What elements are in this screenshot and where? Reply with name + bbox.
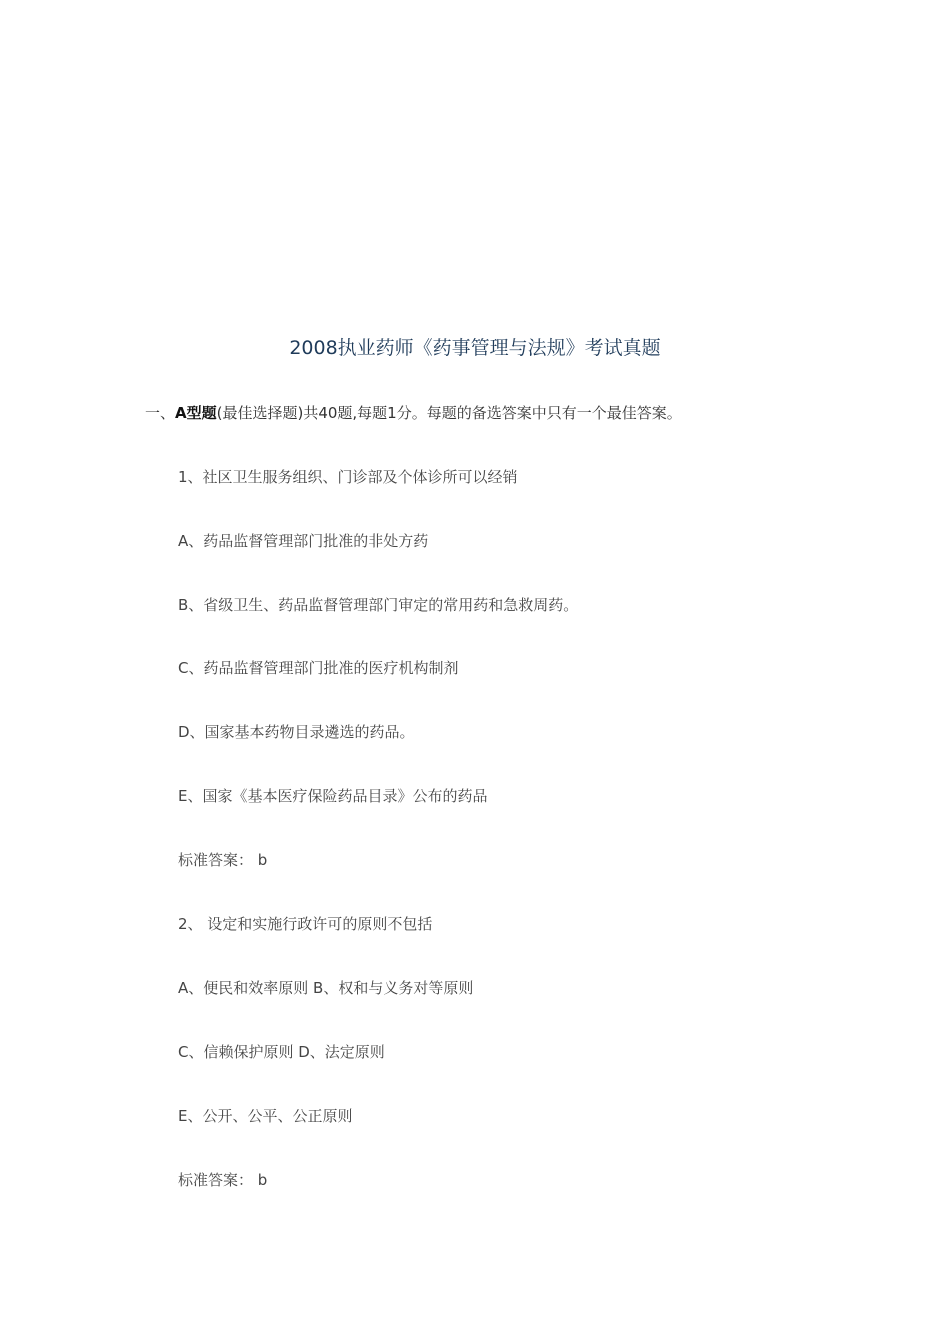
question-2-options-cd: C、信赖保护原则 D、法定原则 xyxy=(178,1043,385,1061)
question-2-answer: 标准答案： b xyxy=(178,1171,268,1189)
document-title: 2008执业药师《药事管理与法规》考试真题 xyxy=(289,337,661,359)
question-1-option-c: C、药品监督管理部门批准的医疗机构制剂 xyxy=(178,659,459,677)
question-2-option-e: E、公开、公平、公正原则 xyxy=(178,1107,353,1125)
section-label: A型题 xyxy=(175,404,217,422)
question-2-options-ab: A、便民和效率原则 B、权和与义务对等原则 xyxy=(178,979,474,997)
section-prefix: 一、 xyxy=(145,404,176,422)
question-1-option-b: B、省级卫生、药品监督管理部门审定的常用药和急救周药。 xyxy=(178,596,579,614)
question-1-stem: 1、社区卫生服务组织、门诊部及个体诊所可以经销 xyxy=(178,468,518,486)
question-1-answer: 标准答案： b xyxy=(178,851,268,869)
section-description: (最佳选择题)共40题,每题1分。每题的备选答案中只有一个最佳答案。 xyxy=(216,404,682,422)
section-heading xyxy=(145,402,682,424)
question-1-option-d: D、国家基本药物目录遴选的药品。 xyxy=(178,723,415,741)
question-1-option-a: A、药品监督管理部门批准的非处方药 xyxy=(178,532,429,550)
question-2-stem: 2、 设定和实施行政许可的原则不包括 xyxy=(178,915,433,933)
question-1-option-e: E、国家《基本医疗保险药品目录》公布的药品 xyxy=(178,787,488,805)
